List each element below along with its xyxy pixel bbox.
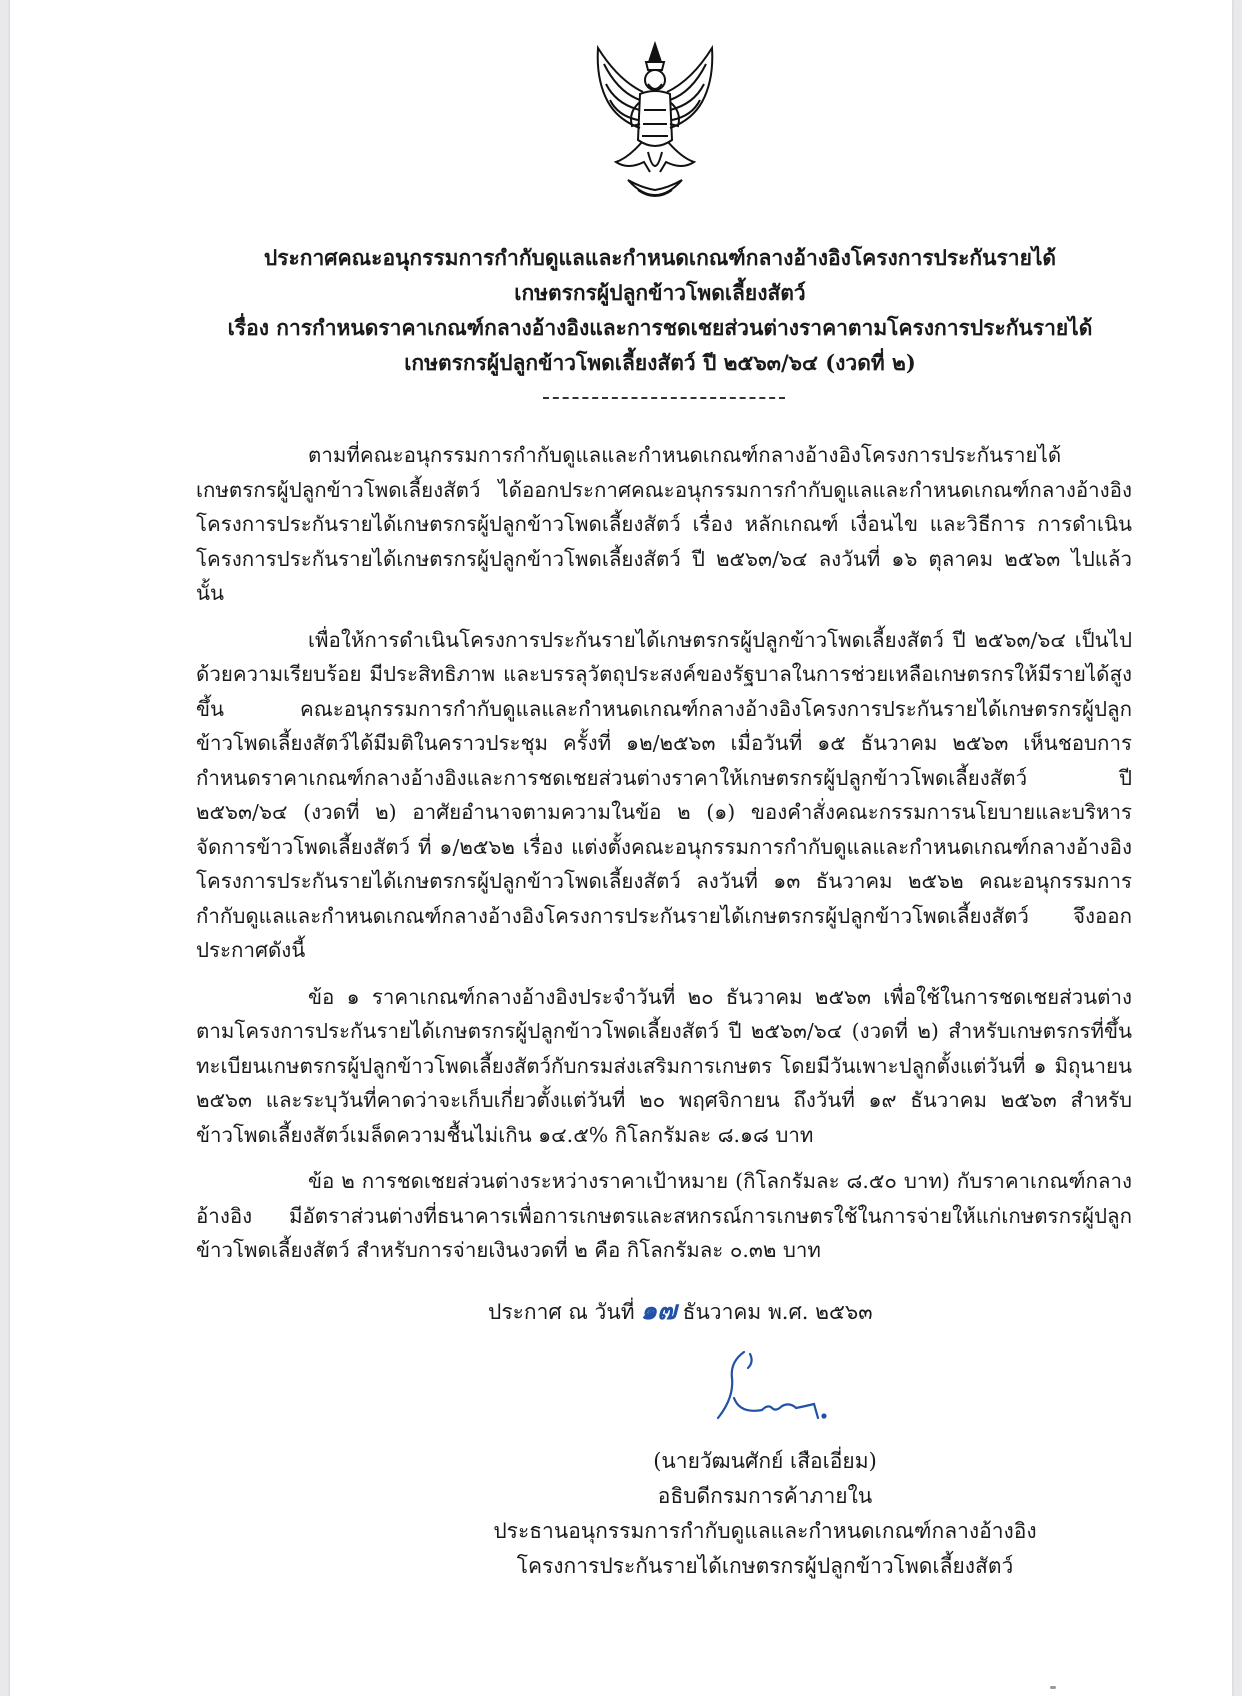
proclamation-date	[488, 1294, 873, 1329]
paragraph-clause-2: ข้อ ๒ การชดเชยส่วนต่างระหว่างราคาเป้าหมาย (กิโลกรัมละ ๘.๕๐ บาท) กับราคาเกณฑ์กลางอ้างอิง มีอัตราส่วนต่างที่ธนาคารเพื่อการเกษตรและสหกรณ์การเกษตรใช้ในการจ่ายให้แก่เกษตรกรผู้ปลูกข้าวโพดเลี้ยงสัตว์ สำหรับการจ่ายเงินงวดที่ ๒ คือ กิโลกรัมละ ๐.๓๒ บาท	[196, 1169, 1132, 1262]
garuda-emblem-icon	[588, 40, 722, 210]
announcement-body	[196, 438, 1132, 1280]
title-line-2: เกษตรกรผู้ปลูกข้าวโพดเลี้ยงสัตว์	[514, 280, 806, 305]
paragraph-preamble: ตามที่คณะอนุกรรมการกำกับดูแลและกำหนดเกณฑ์กลางอ้างอิงโครงการประกันรายได้เกษตรกรผู้ปลูกข้าวโพดเลี้ยงสัตว์ ได้ออกประกาศคณะอนุกรรมการกำกับดูแลและกำหนดเกณฑ์กลางอ้างอิงโครงการประกันรายได้เกษตรกรผู้ปลูกข้าวโพดเลี้ยงสัตว์ เรื่อง หลักเกณฑ์ เงื่อนไข และวิธีการ การดำเนินโครงการประกันรายได้เกษตรกรผู้ปลูกข้าวโพดเลี้ยงสัตว์ ปี ๒๕๖๓/๖๔ ลงวันที่ ๑๖ ตุลาคม ๒๕๖๓ ไปแล้ว นั้น	[196, 443, 1132, 605]
title-line-3: เรื่อง การกำหนดราคาเกณฑ์กลางอ้างอิงและการชดเชยส่วนต่างราคาตามโครงการประกันรายได้	[227, 315, 1093, 340]
signer-position-2: ประธานอนุกรรมการกำกับดูแลและกำหนดเกณฑ์กลางอ้างอิง	[493, 1519, 1037, 1543]
proclamation-day: ๑๗	[640, 1296, 677, 1326]
proclamation-month-year: ธันวาคม พ.ศ. ๒๕๖๓	[682, 1300, 873, 1324]
signer-block	[450, 1444, 1080, 1584]
signer-name: (นายวัฒนศักย์ เสือเอี่ยม)	[653, 1449, 877, 1473]
title-line-1: ประกาศคณะอนุกรรมการกำกับดูแลและกำหนดเกณฑ์กลางอ้างอิงโครงการประกันรายได้	[263, 245, 1057, 270]
paragraph-purpose: เพื่อให้การดำเนินโครงการประกันรายได้เกษตรกรผู้ปลูกข้าวโพดเลี้ยงสัตว์ ปี ๒๕๖๓/๖๔ เป็นไปด้วยความเรียบร้อย มีประสิทธิภาพ และบรรลุวัตถุประสงค์ของรัฐบาลในการช่วยเหลือเกษตรกรให้มีรายได้สูงขึ้น คณะอนุกรรมการกำกับดูแลและกำหนดเกณฑ์กลางอ้างอิงโครงการประกันรายได้เกษตรกรผู้ปลูกข้าวโพดเลี้ยงสัตว์ได้มีมติในคราวประชุม ครั้งที่ ๑๒/๒๕๖๓ เมื่อวันที่ ๑๕ ธันวาคม ๒๕๖๓ เห็นชอบการกำหนดราคาเกณฑ์กลางอ้างอิงและการชดเชยส่วนต่างราคาให้เกษตรกรผู้ปลูกข้าวโพดเลี้ยงสัตว์ ปี ๒๕๖๓/๖๔ (งวดที่ ๒) อาศัยอำนาจตามความในข้อ ๒ (๑) ของคำสั่งคณะกรรมการนโยบายและบริหารจัดการข้าวโพดเลี้ยงสัตว์ ที่ ๑/๒๕๖๒ เรื่อง แต่งตั้งคณะอนุกรรมการกำกับดูแลและกำหนดเกณฑ์กลางอ้างอิงโครงการประกันรายได้เกษตรกรผู้ปลูกข้าวโพดเลี้ยงสัตว์ ลงวันที่ ๑๓ ธันวาคม ๒๕๖๒ คณะอนุกรรมการกำกับดูแลและกำหนดเกณฑ์กลางอ้างอิงโครงการประกันรายได้เกษตรกรผู้ปลูกข้าวโพดเลี้ยงสัตว์ จึงออกประกาศดังนี้	[196, 627, 1132, 962]
proclamation-prefix: ประกาศ ณ วันที่	[488, 1300, 635, 1324]
title-divider	[543, 397, 785, 399]
paragraph-clause-1: ข้อ ๑ ราคาเกณฑ์กลางอ้างอิงประจำวันที่ ๒๐ ธันวาคม ๒๕๖๓ เพื่อใช้ในการชดเชยส่วนต่างตามโครงการประกันรายได้เกษตรกรผู้ปลูกข้าวโพดเลี้ยงสัตว์ ปี ๒๕๖๓/๖๔ (งวดที่ ๒) สำหรับเกษตรกรที่ขึ้นทะเบียนเกษตรกรผู้ปลูกข้าวโพดเลี้ยงสัตว์กับกรมส่งเสริมการเกษตร โดยมีวันเพาะปลูกตั้งแต่วันที่ ๑ มิถุนายน ๒๕๖๓ และระบุวันที่คาดว่าจะเก็บเกี่ยวตั้งแต่วันที่ ๒๐ พฤศจิกายน ถึงวันที่ ๑๙ ธันวาคม ๒๕๖๓ สำหรับข้าวโพดเลี้ยงสัตว์เมล็ดความชื้นไม่เกิน ๑๔.๕% กิโลกรัมละ ๘.๑๘ บาท	[196, 984, 1132, 1147]
title-line-4: เกษตรกรผู้ปลูกข้าวโพดเลี้ยงสัตว์ ปี ๒๕๖๓/๖๔ (งวดที่ ๒)	[404, 350, 916, 375]
signature-icon	[710, 1348, 850, 1438]
announcement-title	[180, 240, 1140, 380]
document-page	[10, 0, 1232, 1696]
signer-position-1: อธิบดีกรมการค้าภายใน	[657, 1484, 873, 1508]
page-corner-mark	[1050, 1686, 1056, 1689]
signer-position-3: โครงการประกันรายได้เกษตรกรผู้ปลูกข้าวโพดเลี้ยงสัตว์	[516, 1554, 1014, 1578]
